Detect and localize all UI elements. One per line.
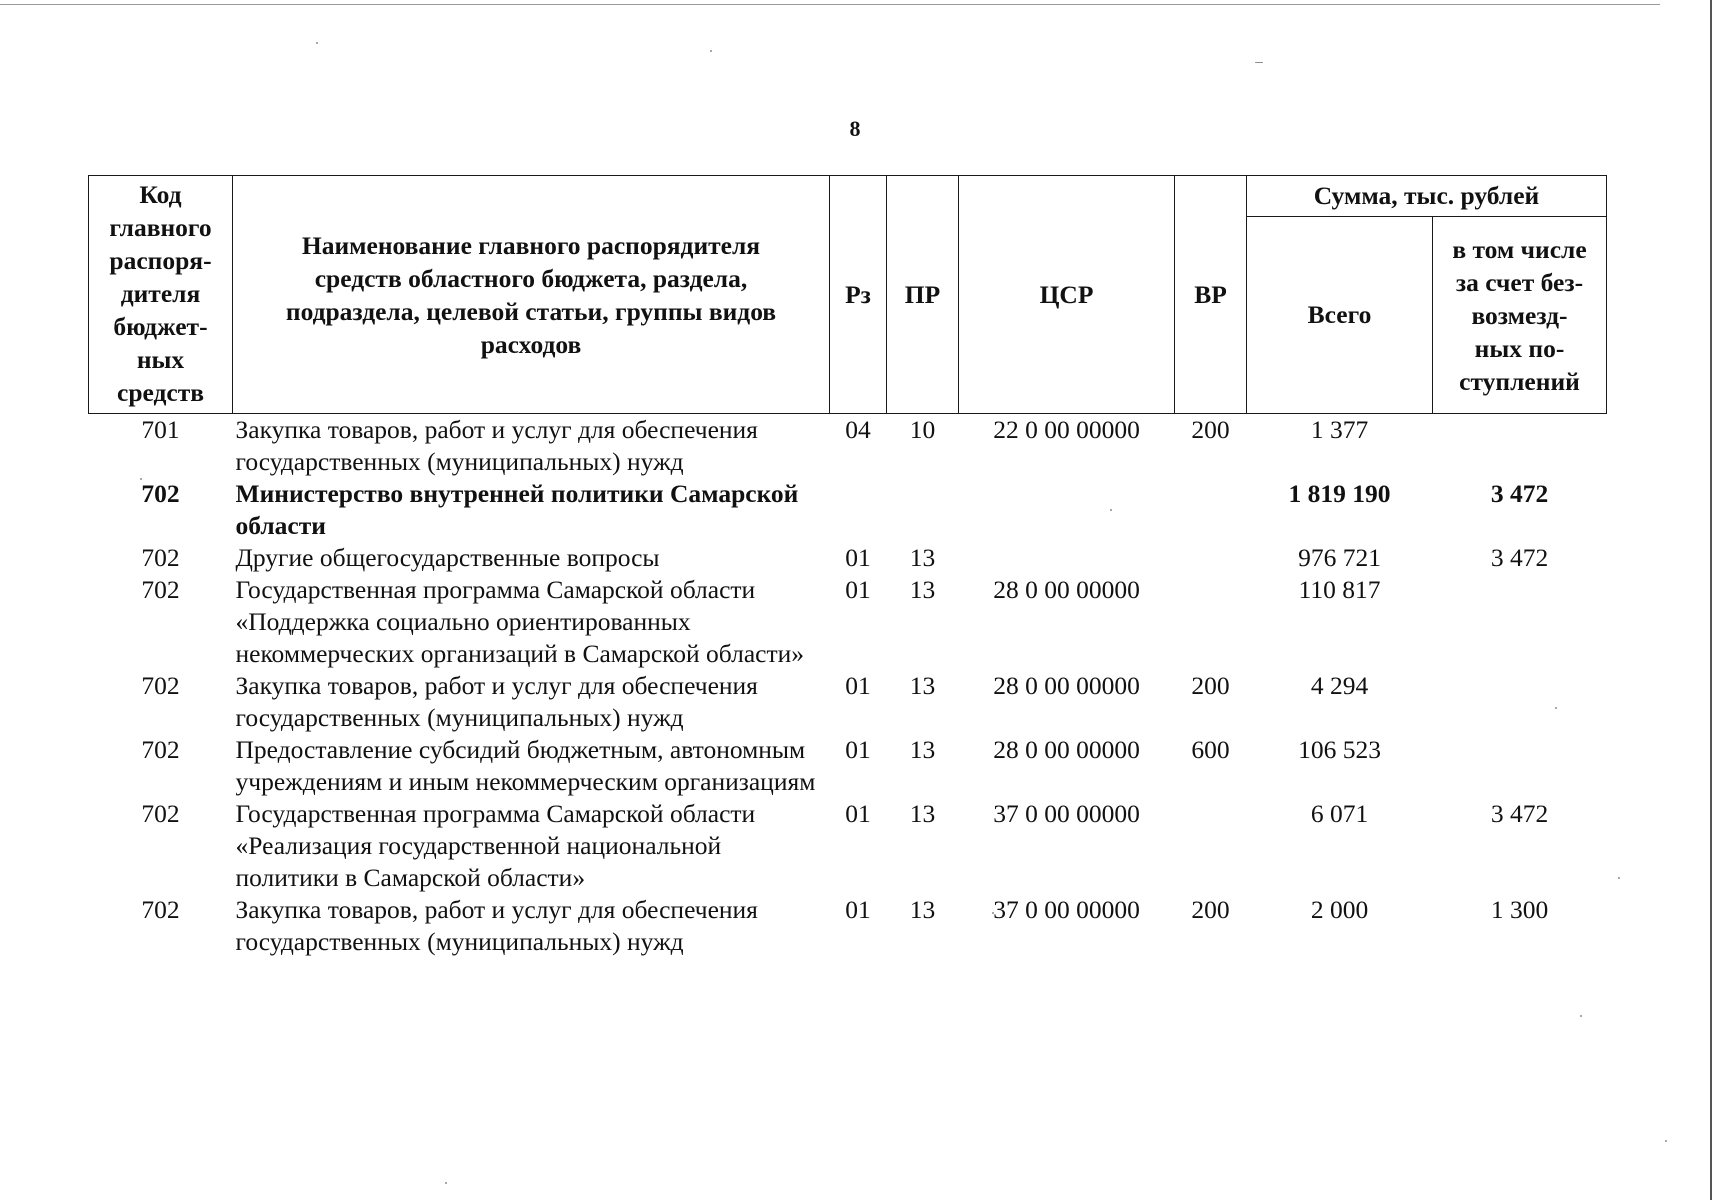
row-csr	[959, 542, 1175, 574]
row-name: Министерство внутренней политики Самарской области	[235, 479, 799, 540]
row-vr: 600	[1191, 735, 1230, 764]
row-total: 110 817	[1298, 575, 1381, 604]
header-free-line: возмезд-	[1471, 300, 1568, 330]
row-name: Государственная программа Самарской области «Реализация государственной национальной политики в Самарской области»	[235, 799, 756, 892]
row-rz: 01	[845, 671, 871, 700]
row-free: 3 472	[1490, 479, 1549, 508]
table-row	[89, 414, 1607, 479]
row-name: Государственная программа Самарской области «Поддержка социально ориентированных некоммерческих организаций в Самарской области»	[235, 575, 805, 668]
row-rz: 01	[845, 895, 871, 924]
row-rz: 01	[845, 735, 871, 764]
header-name	[233, 176, 830, 414]
row-name: Другие общегосударственные вопросы	[235, 543, 660, 572]
header-code-line: распоря-	[109, 246, 212, 275]
row-name: Закупка товаров, работ и услуг для обеспечения государственных (муниципальных) нужд	[235, 895, 758, 956]
row-csr: 28 0 00 00000	[993, 575, 1140, 604]
row-code: 702	[141, 479, 180, 508]
row-free	[1433, 414, 1607, 479]
header-code-line: ных	[136, 345, 185, 374]
row-csr: 22 0 00 00000	[993, 415, 1140, 444]
row-free: 3 472	[1490, 543, 1549, 572]
row-total: 1 377	[1310, 415, 1369, 444]
row-code: 701	[141, 415, 180, 444]
row-pr: 13	[909, 895, 936, 924]
row-vr	[1175, 574, 1247, 670]
scan-speck	[316, 42, 318, 44]
row-code: 702	[141, 575, 180, 604]
row-csr: 37 0 00 00000	[993, 895, 1140, 924]
row-csr	[959, 478, 1175, 542]
row-vr	[1175, 798, 1247, 894]
scan-speck	[1618, 877, 1620, 879]
header-code	[89, 176, 233, 414]
row-total: 2 000	[1310, 895, 1369, 924]
header-free-line: в том числе	[1452, 234, 1587, 264]
header-code-line: Код	[139, 180, 182, 209]
row-name: Предоставление субсидий бюджетным, автономным учреждениям и иным некоммерческим организациям	[235, 735, 816, 796]
row-rz: 04	[845, 415, 871, 444]
header-name-line: средств областного бюджета, раздела,	[314, 263, 748, 293]
header-pr: ПР	[887, 176, 959, 414]
scan-edge-top	[0, 4, 1660, 5]
scan-edge-right	[1710, 0, 1712, 1200]
header-free-line: ступлений	[1459, 366, 1580, 396]
row-csr: 37 0 00 00000	[993, 799, 1140, 828]
budget-table	[88, 175, 1607, 958]
table-row	[89, 574, 1607, 670]
header-name-line: подраздела, целевой статьи, группы видов	[285, 296, 777, 326]
table-row	[89, 894, 1607, 958]
header-total: Всего	[1247, 217, 1433, 414]
row-pr: 13	[909, 671, 936, 700]
row-vr	[1175, 478, 1247, 542]
row-free: 1 300	[1490, 895, 1549, 924]
row-total: 4 294	[1310, 671, 1369, 700]
row-rz: 01	[845, 575, 871, 604]
row-csr: 28 0 00 00000	[993, 671, 1140, 700]
row-vr: 200	[1191, 415, 1230, 444]
row-total: 1 819 190	[1288, 479, 1391, 508]
row-total: 106 523	[1298, 735, 1381, 764]
row-pr: 10	[909, 415, 936, 444]
row-free	[1433, 734, 1607, 798]
table-row	[89, 798, 1607, 894]
scan-speck	[445, 1182, 447, 1184]
row-rz	[830, 478, 887, 542]
row-rz: 01	[845, 799, 871, 828]
row-vr	[1175, 542, 1247, 574]
row-total: 6 071	[1310, 799, 1369, 828]
row-csr: 28 0 00 00000	[993, 735, 1140, 764]
row-code: 702	[141, 895, 180, 924]
header-sum-group: Сумма, тыс. рублей	[1247, 176, 1607, 217]
scan-speck	[710, 50, 712, 52]
row-pr	[887, 478, 959, 542]
header-code-line: бюджет-	[113, 312, 208, 341]
header-code-line: главного	[109, 213, 212, 242]
scan-speck	[1580, 1015, 1582, 1017]
row-pr: 13	[909, 543, 936, 572]
row-total: 976 721	[1298, 543, 1381, 572]
header-name-line: расходов	[480, 329, 582, 359]
row-name: Закупка товаров, работ и услуг для обеспечения государственных (муниципальных) нужд	[235, 671, 758, 732]
page-number: 8	[849, 116, 861, 141]
table-row	[89, 734, 1607, 798]
header-free-line: за счет без-	[1455, 267, 1584, 297]
row-pr: 13	[909, 575, 936, 604]
header-free	[1433, 217, 1607, 414]
header-vr: ВР	[1175, 176, 1247, 414]
scan-speck	[1665, 1140, 1667, 1142]
row-free: 3 472	[1490, 799, 1549, 828]
header-csr: ЦСР	[959, 176, 1175, 414]
header-free-line: ных по-	[1474, 333, 1565, 363]
header-row	[89, 176, 1607, 217]
header-name-line: Наименование главного распорядителя	[301, 230, 761, 260]
header-rz: Рз	[830, 176, 887, 414]
row-free	[1433, 670, 1607, 734]
row-pr: 13	[909, 799, 936, 828]
row-code: 702	[141, 735, 180, 764]
scan-speck	[1255, 62, 1263, 63]
row-pr: 13	[909, 735, 936, 764]
table-row	[89, 542, 1607, 574]
row-name: Закупка товаров, работ и услуг для обеспечения государственных (муниципальных) нужд	[235, 415, 758, 476]
table-row-ministry	[89, 478, 1607, 542]
header-code-line: дителя	[120, 279, 201, 308]
row-code: 702	[141, 543, 180, 572]
row-rz: 01	[845, 543, 871, 572]
row-vr: 200	[1191, 895, 1230, 924]
row-free	[1433, 574, 1607, 670]
header-code-line: средств	[117, 378, 204, 407]
table-row	[89, 670, 1607, 734]
row-code: 702	[141, 671, 180, 700]
row-code: 702	[141, 799, 180, 828]
row-vr: 200	[1191, 671, 1230, 700]
